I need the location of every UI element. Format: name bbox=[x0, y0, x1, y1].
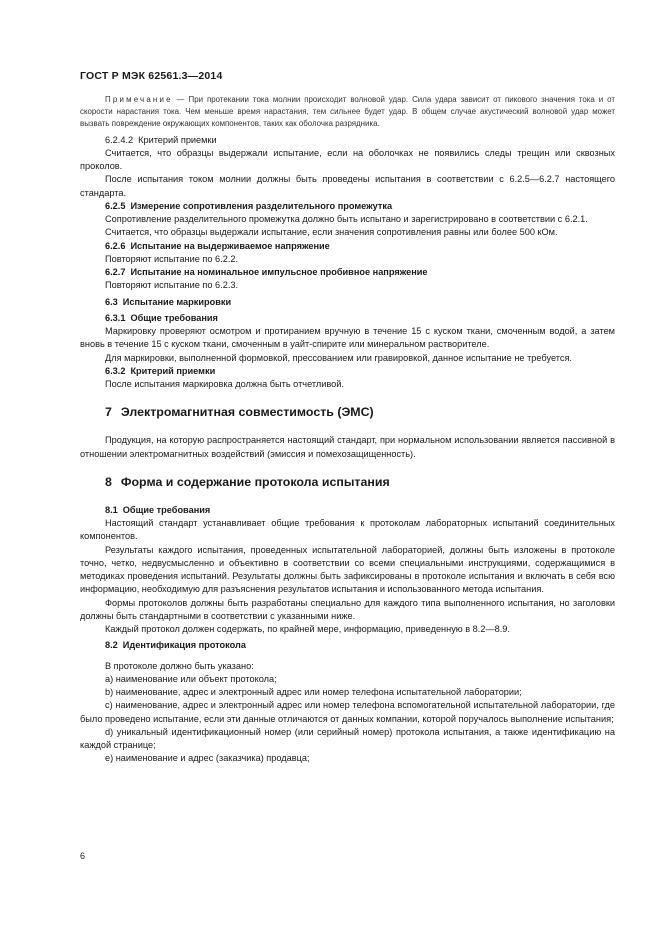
list-item: b) наименование, адрес и электронный адрес или номер телефона испытательной лаборатории; bbox=[105, 687, 522, 698]
list-item: c) наименование, адрес и электронный адрес или номер телефона вспомогательной испытательной лаборатории, где было проведено испытание, если эти данные отличаются от данных компании, которой поручалось выполнение испытания; bbox=[80, 700, 615, 724]
section-number: 8.1 bbox=[105, 504, 118, 515]
section-number: 7 bbox=[105, 405, 112, 420]
list-item: d) уникальный идентификационный номер (или серийный номер) протокола испытания, а также идентификацию на каждой странице; bbox=[80, 726, 615, 751]
list-item: a) наименование или объект протокола; bbox=[105, 673, 277, 684]
section-6-2-5-heading bbox=[80, 200, 615, 213]
note-text: — При протекании тока молнии происходит волновой удар. Сила удара зависит от пикового значения тока и от скорости нарастания тока. Чем меньше время нарастания, тем сильнее будет удар. В общем случае акустический волновой удар может вызвать повреждение окружающих компонентов, таких как оболочка разрядника. bbox=[80, 95, 615, 129]
section-6-2-6-heading bbox=[80, 240, 615, 253]
section-number: 6.3 bbox=[105, 296, 118, 307]
paragraph: Результаты каждого испытания, проведенных испытательной лабораторией, должны быть изложены в протоколе точно, четко, недвусмысленно и объективно в соответствии со всеми специальными инструкциями, содержащимися в методиках проведения испытаний. Результаты должны быть зафиксированы в протоколе испытания и включать в себя всю информацию, необходимую для разъяснения результатов испытания и использованного метода испытания. bbox=[80, 544, 615, 595]
section-7-heading bbox=[80, 404, 615, 420]
section-title: Общие требования bbox=[122, 504, 211, 515]
section-6-3-2-heading bbox=[80, 365, 615, 378]
paragraph: Продукция, на которую распространяется настоящий стандарт, при нормальном использовании является пассивной в отношении электромагнитных воздействий (эмиссия и помехозащищенность). bbox=[80, 435, 615, 459]
page-header-standard-code: ГОСТ Р МЭК 62561.3—2014 bbox=[80, 70, 223, 82]
section-number: 6.2.4.2 bbox=[105, 134, 134, 145]
paragraph: После испытания током молнии должны быть проведены испытания в соответствии с 6.2.5—6.2.7 настоящего стандарта. bbox=[80, 174, 615, 198]
section-6-3-heading bbox=[80, 296, 615, 309]
section-number: 6.2.6 bbox=[105, 240, 126, 251]
paragraph: Сопротивление разделительного промежутка должно быть испытано и зарегистрировано в соответствии с 6.2.1. bbox=[105, 214, 588, 225]
section-title: Форма и содержание протокола испытания bbox=[120, 474, 390, 489]
paragraph: После испытания маркировка должна быть отчетливой. bbox=[105, 379, 344, 390]
section-number: 6.3.1 bbox=[105, 312, 126, 323]
section-title: Измерение сопротивления разделительного промежутка bbox=[130, 200, 393, 211]
section-number: 8 bbox=[105, 474, 112, 489]
paragraph: Повторяют испытание по 6.2.3. bbox=[105, 280, 239, 291]
note-label: Примечание bbox=[105, 95, 173, 104]
section-title: Критерий приемки bbox=[138, 134, 217, 145]
section-8-1-heading bbox=[80, 504, 615, 517]
section-number: 6.2.7 bbox=[105, 267, 126, 278]
section-number: 6.2.5 bbox=[105, 200, 126, 211]
paragraph: Настоящий стандарт устанавливает общие требования к протоколам лабораторных испытаний соединительных компонентов. bbox=[80, 518, 615, 542]
list-item: e) наименование и адрес (заказчика) продавца; bbox=[105, 753, 310, 764]
page-number: 6 bbox=[80, 851, 86, 861]
section-title: Испытание на номинальное импульсное пробивное напряжение bbox=[130, 267, 428, 278]
section-title: Идентификация протокола bbox=[122, 640, 246, 651]
paragraph: Считается, что образцы выдержали испытание, если на оболочках не появились следы трещин или сквозных проколов. bbox=[80, 147, 615, 172]
paragraph: В протоколе должно быть указано: bbox=[105, 660, 254, 671]
paragraph: Формы протоколов должны быть разработаны специально для каждого типа выполненного испытания, но заголовки должны быть стандартными в соответствии с указанными ниже. bbox=[80, 597, 615, 621]
section-title: Испытание маркировки bbox=[122, 296, 232, 307]
paragraph: Повторяют испытание по 6.2.2. bbox=[105, 253, 239, 264]
page-content bbox=[80, 94, 615, 766]
section-title: Критерий приемки bbox=[130, 365, 216, 376]
section-number: 6.3.2 bbox=[105, 365, 126, 376]
paragraph: Для маркировки, выполненной формовкой, прессованием или гравировкой, данное испытание не требуется. bbox=[105, 352, 572, 363]
section-6-3-1-heading bbox=[80, 312, 615, 325]
paragraph: Маркировку проверяют осмотром и протиранием вручную в течение 15 с куском ткани, смоченным водой, а затем вновь в течение 15 с куском ткани, смоченным в уайт-спирите или минеральном растворителе. bbox=[80, 326, 615, 350]
paragraph: Каждый протокол должен содержать, по крайней мере, информацию, приведенную в 8.2—8.9. bbox=[105, 624, 510, 635]
section-title: Электромагнитная совместимость (ЭМС) bbox=[120, 405, 374, 420]
note-paragraph bbox=[80, 94, 615, 131]
paragraph: Считается, что образцы выдержали испытание, если значения сопротивления равны или более 500 кОм. bbox=[105, 227, 558, 238]
section-title: Общие требования bbox=[130, 312, 218, 323]
section-title: Испытание на выдерживаемое напряжение bbox=[130, 240, 330, 251]
section-8-heading bbox=[80, 474, 615, 490]
section-number: 8.2 bbox=[105, 640, 118, 651]
section-6-2-4-2-heading bbox=[80, 134, 615, 147]
section-6-2-7-heading bbox=[80, 266, 615, 279]
section-8-2-heading bbox=[80, 639, 615, 652]
